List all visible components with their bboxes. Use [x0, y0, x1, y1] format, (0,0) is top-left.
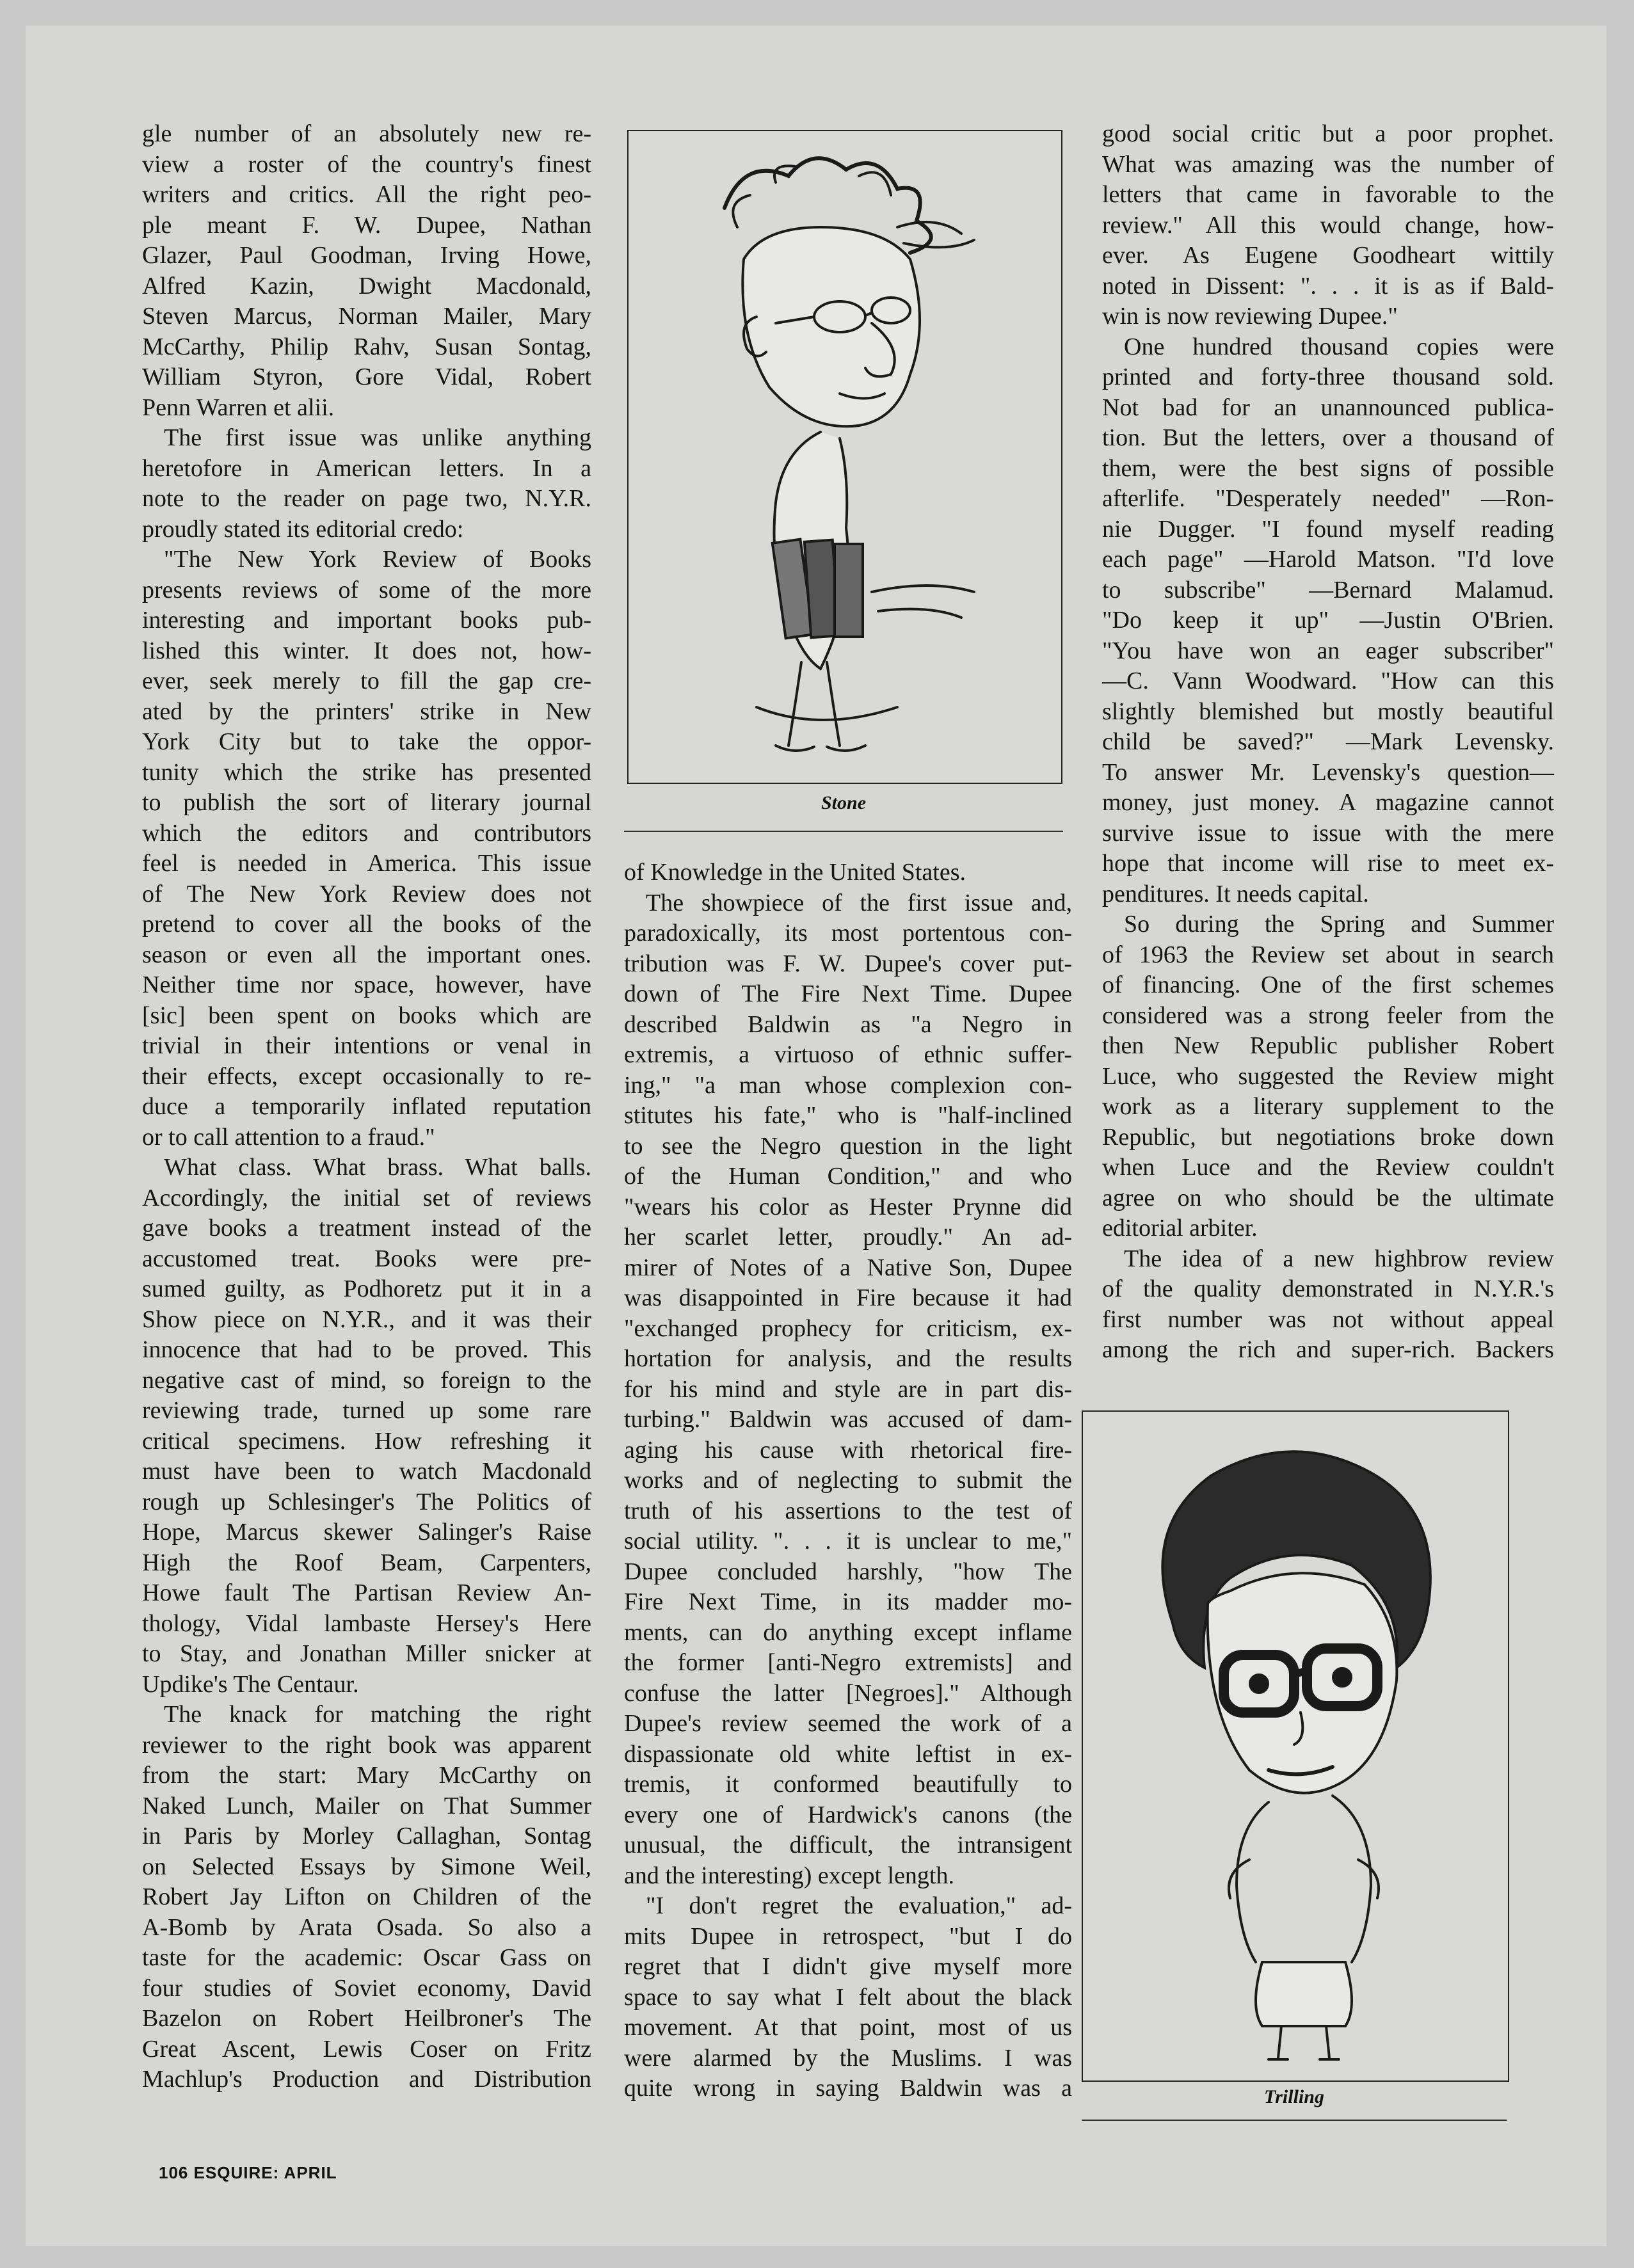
stone-caption: Stone	[821, 792, 867, 813]
text-line: interesting and important books pub-	[142, 607, 591, 634]
text-line: nie Dugger. "I found myself reading	[1102, 515, 1554, 543]
text-line: So during the Spring and Summer	[1124, 911, 1554, 938]
caption-rule	[1082, 2120, 1507, 2121]
text-line: for his mind and style are in part dis-	[624, 1375, 1072, 1403]
text-line: "You have won an eager subscriber"	[1102, 637, 1554, 664]
text-line: Machlup's Production and Distribution	[142, 2066, 591, 2093]
text-line: turbing." Baldwin was accused of dam-	[624, 1406, 1072, 1433]
text-line: on Selected Essays by Simone Weil,	[142, 1853, 591, 1880]
text-line: work as a literary supplement to the	[1102, 1093, 1554, 1120]
text-line: —C. Vann Woodward. "How can this	[1102, 667, 1554, 694]
trilling-drawing	[1083, 1412, 1508, 2080]
text-line: "exchanged prophecy for criticism, ex-	[624, 1314, 1072, 1342]
text-line: High the Roof Beam, Carpenters,	[142, 1549, 591, 1576]
text-line: Accordingly, the initial set of reviews	[142, 1184, 591, 1211]
text-line: tribution was F. W. Dupee's cover put-	[624, 950, 1072, 977]
text-line: were alarmed by the Muslims. I was	[624, 2044, 1072, 2072]
text-line: unusual, the difficult, the intransigent	[624, 1832, 1072, 1858]
text-line: Great Ascent, Lewis Coser on Fritz	[142, 2035, 591, 2063]
text-line: her scarlet letter, proudly." An ad-	[624, 1224, 1072, 1250]
text-line: down of The Fire Next Time. Dupee	[624, 980, 1072, 1007]
text-line: their effects, except occasionally to re-	[142, 1062, 591, 1090]
text-line: "I don't regret the evaluation," ad-	[646, 1892, 1072, 1919]
text-line: editorial arbiter.	[1102, 1215, 1258, 1242]
stone-drawing	[629, 131, 1061, 783]
text-line: The first issue was unlike anything	[164, 424, 591, 451]
text-line: critical specimens. How refreshing it	[142, 1427, 591, 1455]
text-line: stitutes his fate," who is "half-inclined	[624, 1102, 1072, 1129]
text-line: McCarthy, Philip Rahv, Susan Sontag,	[142, 333, 591, 360]
text-line: ing," "a man whose complexion con-	[624, 1071, 1072, 1099]
text-line: of Knowledge in the United States.	[624, 859, 966, 886]
text-line: extremis, a virtuoso of ethnic suffer-	[624, 1041, 1072, 1068]
text-line: [sic] been spent on books which are	[142, 1002, 591, 1029]
text-line: regret that I didn't give myself more	[624, 1953, 1072, 1980]
text-line: rough up Schlesinger's The Politics of	[142, 1488, 591, 1515]
text-line: when Luce and the Review couldn't	[1102, 1154, 1554, 1181]
text-line: among the rich and super-rich. Backers	[1102, 1336, 1554, 1363]
text-column-2	[624, 858, 1072, 2104]
text-line: which the editors and contributors	[142, 819, 591, 847]
text-line: ple meant F. W. Dupee, Nathan	[142, 211, 591, 239]
text-line: duce a temporarily inflated reputation	[142, 1093, 591, 1120]
text-line: aging his cause with rhetorical fire-	[624, 1436, 1072, 1464]
text-line: paradoxically, its most portentous con-	[624, 920, 1072, 946]
text-line: Dupee's review seemed the work of a	[624, 1710, 1072, 1737]
text-line: movement. At that point, most of us	[624, 2014, 1072, 2041]
text-line: Updike's The Centaur.	[142, 1670, 359, 1698]
caption-rule	[624, 831, 1063, 832]
text-line: season or even all the important ones.	[142, 941, 591, 968]
text-line: ever. As Eugene Goodheart wittily	[1102, 242, 1554, 269]
text-line: "Do keep it up" —Justin O'Brien.	[1102, 607, 1554, 634]
trilling-caption: Trilling	[1264, 2086, 1324, 2107]
text-line: ments, can do anything except inflame	[624, 1618, 1072, 1646]
text-line: of The New York Review does not	[142, 880, 591, 907]
text-line: sumed guilty, as Podhoretz put it in a	[142, 1275, 591, 1302]
text-line: quite wrong in saying Baldwin was a	[624, 2075, 1072, 2102]
text-line: accustomed treat. Books were pre-	[142, 1245, 591, 1272]
text-line: every one of Hardwick's canons (the	[624, 1801, 1072, 1828]
text-line: thology, Vidal lambaste Hersey's Here	[142, 1609, 591, 1637]
text-line: proudly stated its editorial credo:	[142, 515, 464, 543]
text-line: afterlife. "Desperately needed" —Ron-	[1102, 485, 1554, 512]
text-line: negative cast of mind, so foreign to the	[142, 1366, 591, 1394]
text-line: note to the reader on page two, N.Y.R.	[142, 485, 591, 512]
text-column-3	[1102, 119, 1554, 1366]
text-line: hope that income will rise to meet ex-	[1102, 850, 1554, 877]
text-line: or to call attention to a fraud."	[142, 1123, 435, 1151]
text-line: view a roster of the country's finest	[142, 150, 591, 178]
text-line: works and of neglecting to submit the	[624, 1467, 1072, 1494]
text-line: social utility. ". . . it is unclear to me,"	[624, 1528, 1072, 1554]
text-line: hortation for analysis, and the results	[624, 1345, 1072, 1372]
text-line: and the interesting) except length.	[624, 1862, 954, 1889]
text-line: Bazelon on Robert Heilbroner's The	[142, 2005, 591, 2032]
text-line: to subscribe" —Bernard Malamud.	[1102, 576, 1554, 603]
text-line: of the quality demonstrated in N.Y.R.'s	[1102, 1275, 1554, 1302]
text-line: Show piece on N.Y.R., and it was their	[142, 1306, 591, 1333]
text-line: Steven Marcus, Norman Mailer, Mary	[142, 303, 591, 330]
text-line: survive issue to issue with the mere	[1102, 819, 1554, 847]
text-line: agree on who should be the ultimate	[1102, 1184, 1554, 1211]
text-line: Fire Next Time, in its madder mo-	[624, 1588, 1072, 1615]
text-line: mits Dupee in retrospect, "but I do	[624, 1922, 1072, 1950]
text-line: slightly blemished but mostly beautiful	[1102, 698, 1554, 725]
text-line: review." All this would change, how-	[1102, 211, 1554, 239]
text-line: ated by the printers' strike in New	[142, 698, 591, 725]
text-line: writers and critics. All the right peo-	[142, 181, 591, 208]
text-line: gave books a treatment instead of the	[142, 1215, 591, 1242]
text-line: Naked Lunch, Mailer on That Summer	[142, 1792, 591, 1819]
text-line: feel is needed in America. This issue	[142, 850, 591, 877]
text-line: Alfred Kazin, Dwight Macdonald,	[142, 272, 591, 299]
text-line: space to say what I felt about the black	[624, 1983, 1072, 2011]
text-line: Neither time nor space, however, have	[142, 971, 591, 998]
text-line: gle number of an absolutely new re-	[142, 120, 591, 147]
text-line: innocence that had to be proved. This	[142, 1336, 591, 1363]
text-line: confuse the latter [Negroes]." Although	[624, 1679, 1072, 1707]
text-line: reviewing trade, turned up some rare	[142, 1397, 591, 1424]
text-line: pretend to cover all the books of the	[142, 911, 591, 938]
text-line: in Paris by Morley Callaghan, Sontag	[142, 1823, 591, 1849]
text-line: from the start: Mary McCarthy on	[142, 1762, 591, 1789]
text-line: to publish the sort of literary journal	[142, 789, 591, 816]
text-line: them, were the best signs of possible	[1102, 454, 1554, 482]
text-line: described Baldwin as "a Negro in	[624, 1010, 1072, 1038]
text-line: considered was a strong feeler from the	[1102, 1002, 1554, 1029]
text-line: What class. What brass. What balls.	[164, 1154, 591, 1181]
text-line: letters that came in favorable to the	[1102, 181, 1554, 208]
text-line: truth of his assertions to the test of	[624, 1497, 1072, 1524]
text-line: "The New York Review of Books	[164, 546, 591, 573]
text-line: The knack for matching the right	[164, 1701, 591, 1728]
text-line: noted in Dissent: ". . . it is as if Bald-	[1102, 272, 1554, 299]
text-line: reviewer to the right book was apparent	[142, 1731, 591, 1759]
text-line: The idea of a new highbrow review	[1124, 1245, 1554, 1272]
text-line: ever, seek merely to fill the gap cre-	[142, 667, 591, 694]
text-line: each page" —Harold Matson. "I'd love	[1102, 546, 1554, 573]
text-line: tremis, it conformed beautifully to	[624, 1771, 1072, 1798]
text-line: four studies of Soviet economy, David	[142, 1974, 591, 2002]
text-line: of 1963 the Review set about in search	[1102, 941, 1554, 968]
text-line: printed and forty-three thousand sold.	[1102, 363, 1554, 390]
text-line: good social critic but a poor prophet.	[1102, 120, 1554, 147]
text-line: "wears his color as Hester Prynne did	[624, 1193, 1072, 1220]
page-footer: 106 ESQUIRE: APRIL	[159, 2163, 337, 2182]
text-column-1	[142, 119, 591, 2095]
text-line: Luce, who suggested the Review might	[1102, 1062, 1554, 1090]
text-line: One hundred thousand copies were	[1124, 333, 1554, 360]
stone-caricature	[627, 130, 1062, 784]
text-line: was disappointed in Fire because it had	[624, 1284, 1072, 1311]
text-line: Republic, but negotiations broke down	[1102, 1123, 1554, 1151]
text-line: mirer of Notes of a Native Son, Dupee	[624, 1254, 1072, 1281]
text-line: Glazer, Paul Goodman, Irving Howe,	[142, 242, 591, 269]
text-line: to see the Negro question in the light	[624, 1132, 1072, 1160]
text-line: child be saved?" —Mark Levensky.	[1102, 728, 1554, 755]
text-line: first number was not without appeal	[1102, 1306, 1554, 1333]
text-line: Penn Warren et alii.	[142, 394, 335, 421]
text-line: Not bad for an unannounced publica-	[1102, 394, 1554, 421]
text-line: To answer Mr. Levensky's question—	[1102, 758, 1554, 786]
text-line: heretofore in American letters. In a	[142, 454, 591, 482]
text-line: to Stay, and Jonathan Miller snicker at	[142, 1640, 591, 1667]
text-line: Hope, Marcus skewer Salinger's Raise	[142, 1519, 591, 1545]
text-line: trivial in their intentions or venal in	[142, 1032, 591, 1059]
text-line: taste for the academic: Oscar Gass on	[142, 1944, 591, 1971]
text-line: money, just money. A magazine cannot	[1102, 789, 1554, 816]
text-line: of financing. One of the first schemes	[1102, 971, 1554, 998]
text-line: Howe fault The Partisan Review An-	[142, 1579, 591, 1606]
text-line: tunity which the strike has presented	[142, 758, 591, 786]
text-line: The showpiece of the first issue and,	[646, 889, 1072, 916]
text-line: win is now reviewing Dupee."	[1102, 303, 1398, 330]
text-line: then New Republic publisher Robert	[1102, 1032, 1554, 1059]
text-line: Robert Jay Lifton on Children of the	[142, 1883, 591, 1910]
text-line: presents reviews of some of the more	[142, 576, 591, 603]
text-line: What was amazing was the number of	[1102, 150, 1554, 178]
text-line: dispassionate old white leftist in ex-	[624, 1740, 1072, 1768]
text-line: the former [anti-Negro extremists] and	[624, 1649, 1072, 1676]
text-line: tion. But the letters, over a thousand of	[1102, 424, 1554, 451]
text-line: York City but to take the oppor-	[142, 728, 591, 755]
text-line: A-Bomb by Arata Osada. So also a	[142, 1913, 591, 1941]
text-line: penditures. It needs capital.	[1102, 880, 1369, 907]
trilling-caricature	[1082, 1410, 1509, 2082]
text-line: William Styron, Gore Vidal, Robert	[142, 363, 591, 390]
text-line: of the Human Condition," and who	[624, 1163, 1072, 1190]
text-line: lished this winter. It does not, how-	[142, 637, 591, 664]
text-line: Dupee concluded harshly, "how The	[624, 1558, 1072, 1585]
text-line: must have been to watch Macdonald	[142, 1458, 591, 1485]
